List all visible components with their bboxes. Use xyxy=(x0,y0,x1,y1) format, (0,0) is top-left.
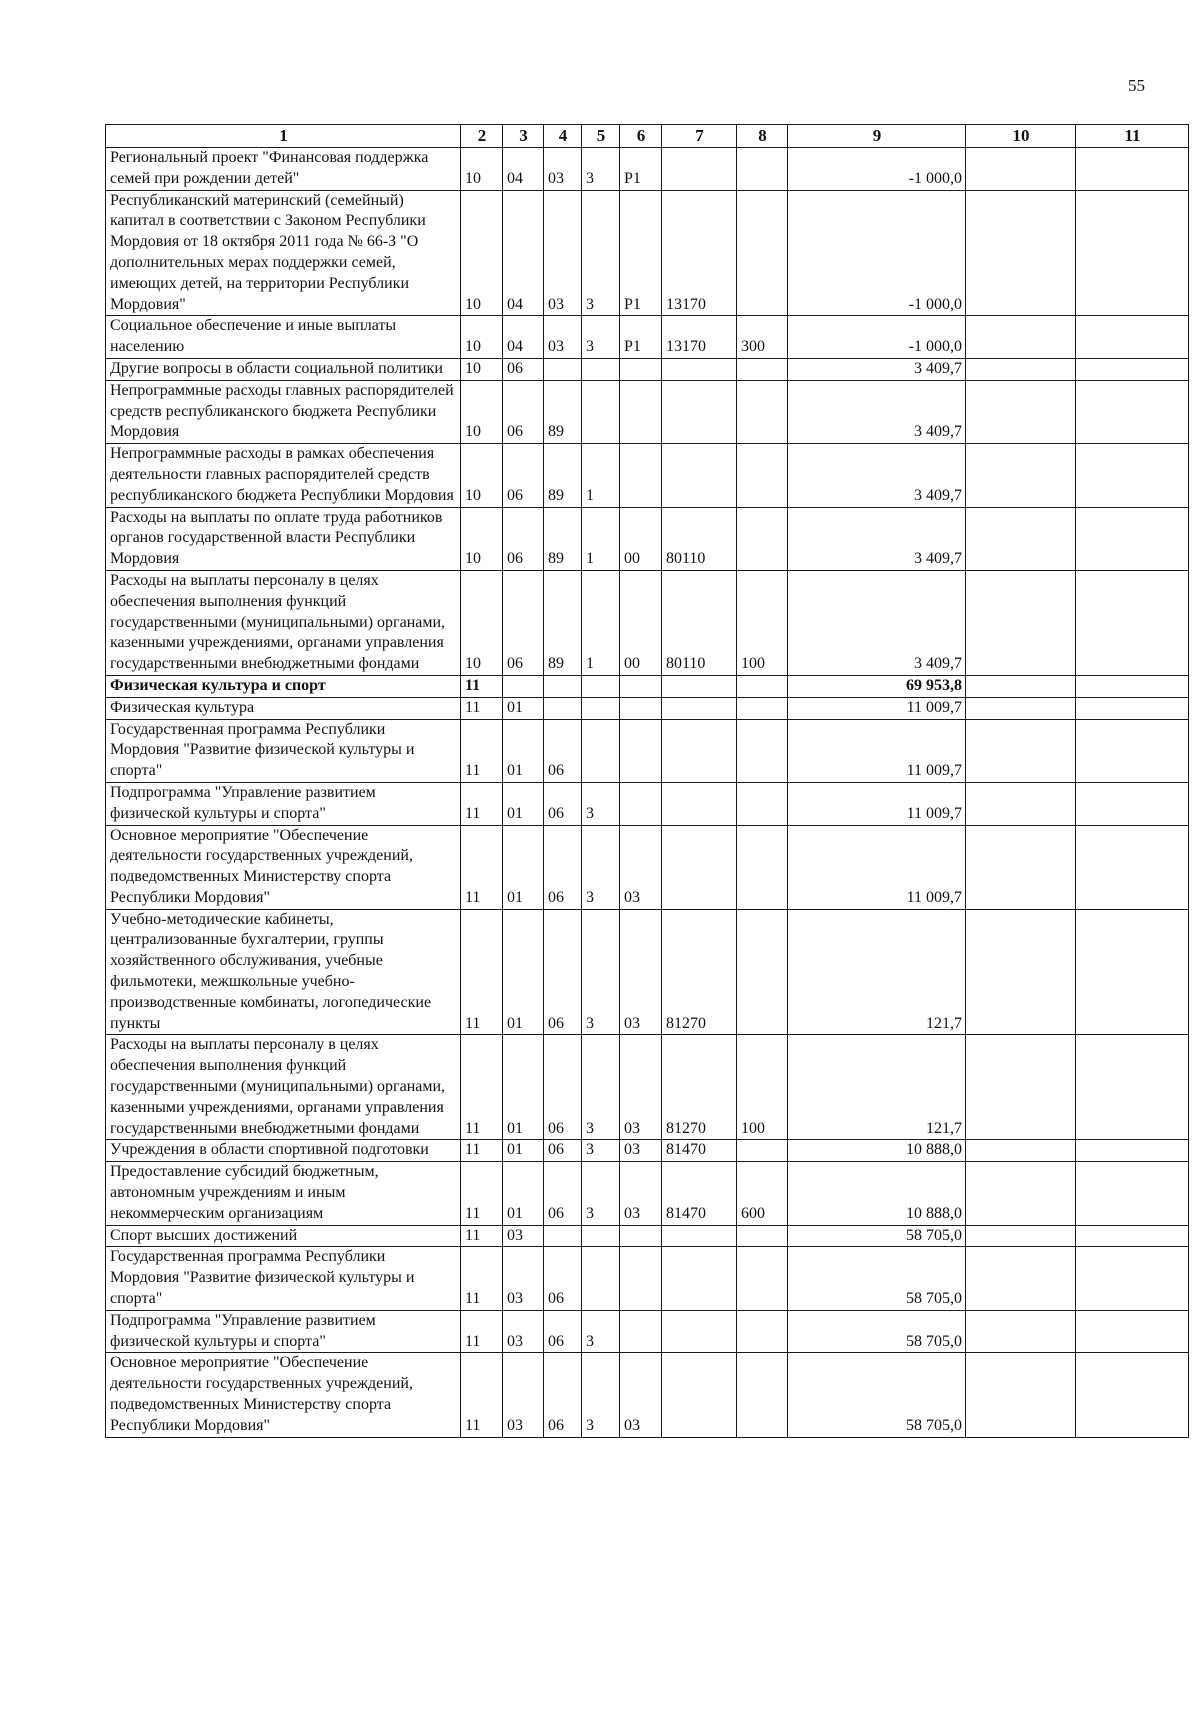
cell-event: 03 xyxy=(620,1140,662,1162)
cell-name: Государственная программа Республики Мордовия "Развитие физической культуры и спорта" xyxy=(106,719,461,782)
cell-event xyxy=(620,358,662,380)
column-header: 6 xyxy=(620,125,662,148)
cell-direction xyxy=(662,444,737,507)
cell-amount: 121,7 xyxy=(788,1035,966,1140)
cell-col10 xyxy=(966,507,1076,570)
cell-section: 10 xyxy=(461,148,503,191)
cell-program xyxy=(544,358,582,380)
cell-col10 xyxy=(966,444,1076,507)
cell-col10 xyxy=(966,1225,1076,1247)
cell-direction xyxy=(662,697,737,719)
cell-subsection: 06 xyxy=(503,570,544,675)
cell-col11 xyxy=(1076,380,1189,443)
cell-col11 xyxy=(1076,675,1189,697)
cell-col10 xyxy=(966,719,1076,782)
cell-subsection: 04 xyxy=(503,190,544,316)
cell-section: 10 xyxy=(461,570,503,675)
cell-event: P1 xyxy=(620,148,662,191)
cell-expense-type xyxy=(737,1353,788,1437)
cell-direction xyxy=(662,782,737,825)
cell-col10 xyxy=(966,316,1076,359)
cell-section: 11 xyxy=(461,719,503,782)
cell-col10 xyxy=(966,1140,1076,1162)
cell-subsection: 03 xyxy=(503,1247,544,1310)
cell-section: 11 xyxy=(461,697,503,719)
cell-expense-type xyxy=(737,358,788,380)
cell-subprogram: 3 xyxy=(582,1353,620,1437)
page-number: 55 xyxy=(1128,76,1145,95)
cell-subsection: 04 xyxy=(503,148,544,191)
cell-subprogram xyxy=(582,1247,620,1310)
cell-program: 89 xyxy=(544,507,582,570)
cell-name: Расходы на выплаты персоналу в целях обеспечения выполнения функций государственными (муниципальными) органами, казенными учреждениями, органами управления государственными внебюджетными фондами xyxy=(106,570,461,675)
cell-col11 xyxy=(1076,697,1189,719)
cell-event xyxy=(620,697,662,719)
cell-name: Подпрограмма "Управление развитием физической культуры и спорта" xyxy=(106,1310,461,1353)
cell-subsection: 06 xyxy=(503,358,544,380)
cell-col11 xyxy=(1076,1310,1189,1353)
cell-expense-type xyxy=(737,719,788,782)
cell-program: 06 xyxy=(544,825,582,909)
cell-direction: 81270 xyxy=(662,909,737,1035)
cell-direction: 81470 xyxy=(662,1140,737,1162)
table-row xyxy=(106,380,1189,443)
cell-subprogram xyxy=(582,380,620,443)
cell-name: Социальное обеспечение и иные выплаты населению xyxy=(106,316,461,359)
cell-subprogram: 3 xyxy=(582,1162,620,1225)
cell-direction: 80110 xyxy=(662,507,737,570)
cell-subprogram: 3 xyxy=(582,190,620,316)
cell-section: 11 xyxy=(461,782,503,825)
table-row xyxy=(106,507,1189,570)
cell-col10 xyxy=(966,1247,1076,1310)
cell-event: 00 xyxy=(620,507,662,570)
table-row xyxy=(106,316,1189,359)
cell-amount: 58 705,0 xyxy=(788,1247,966,1310)
cell-subsection: 01 xyxy=(503,825,544,909)
cell-expense-type xyxy=(737,380,788,443)
cell-subsection: 03 xyxy=(503,1225,544,1247)
cell-col10 xyxy=(966,697,1076,719)
cell-name: Спорт высших достижений xyxy=(106,1225,461,1247)
cell-amount: 58 705,0 xyxy=(788,1353,966,1437)
cell-subprogram: 1 xyxy=(582,444,620,507)
cell-col11 xyxy=(1076,148,1189,191)
cell-col11 xyxy=(1076,782,1189,825)
cell-expense-type xyxy=(737,148,788,191)
cell-col11 xyxy=(1076,909,1189,1035)
cell-section: 11 xyxy=(461,1310,503,1353)
cell-event xyxy=(620,444,662,507)
cell-section: 11 xyxy=(461,825,503,909)
cell-section: 10 xyxy=(461,316,503,359)
table-body xyxy=(106,148,1189,1438)
cell-col10 xyxy=(966,570,1076,675)
cell-event xyxy=(620,1310,662,1353)
cell-col10 xyxy=(966,358,1076,380)
cell-subsection: 01 xyxy=(503,909,544,1035)
table-row xyxy=(106,570,1189,675)
cell-direction xyxy=(662,1310,737,1353)
cell-col11 xyxy=(1076,507,1189,570)
cell-col11 xyxy=(1076,570,1189,675)
cell-direction: 81270 xyxy=(662,1035,737,1140)
column-header: 10 xyxy=(966,125,1076,148)
cell-event xyxy=(620,782,662,825)
cell-col10 xyxy=(966,909,1076,1035)
cell-event: P1 xyxy=(620,316,662,359)
cell-event xyxy=(620,1247,662,1310)
cell-expense-type: 100 xyxy=(737,570,788,675)
cell-col11 xyxy=(1076,1247,1189,1310)
table-row xyxy=(106,825,1189,909)
cell-section: 10 xyxy=(461,190,503,316)
cell-name: Физическая культура и спорт xyxy=(106,675,461,697)
table-row xyxy=(106,1225,1189,1247)
table-row xyxy=(106,675,1189,697)
cell-event: 03 xyxy=(620,825,662,909)
table-row xyxy=(106,719,1189,782)
cell-amount: 11 009,7 xyxy=(788,782,966,825)
cell-direction: 80110 xyxy=(662,570,737,675)
cell-subprogram: 3 xyxy=(582,1035,620,1140)
cell-subprogram: 1 xyxy=(582,507,620,570)
cell-name: Непрограммные расходы в рамках обеспечения деятельности главных распорядителей средств республиканского бюджета Республики Мордовия xyxy=(106,444,461,507)
cell-program: 06 xyxy=(544,1140,582,1162)
cell-direction xyxy=(662,1225,737,1247)
cell-event: 00 xyxy=(620,570,662,675)
cell-program: 89 xyxy=(544,380,582,443)
table-row xyxy=(106,1035,1189,1140)
cell-name: Основное мероприятие "Обеспечение деятельности государственных учреждений, подведомственных Министерству спорта Республики Мордовия" xyxy=(106,825,461,909)
column-header: 8 xyxy=(737,125,788,148)
cell-name: Непрограммные расходы главных распорядителей средств республиканского бюджета Республики Мордовия xyxy=(106,380,461,443)
budget-table xyxy=(105,124,1189,1438)
column-header: 7 xyxy=(662,125,737,148)
cell-subprogram: 3 xyxy=(582,148,620,191)
cell-subprogram: 3 xyxy=(582,316,620,359)
cell-col11 xyxy=(1076,719,1189,782)
cell-program: 89 xyxy=(544,444,582,507)
cell-amount: 3 409,7 xyxy=(788,507,966,570)
cell-direction xyxy=(662,719,737,782)
cell-col11 xyxy=(1076,1162,1189,1225)
cell-event: 03 xyxy=(620,1353,662,1437)
column-header: 9 xyxy=(788,125,966,148)
cell-expense-type xyxy=(737,190,788,316)
column-header: 2 xyxy=(461,125,503,148)
cell-event: 03 xyxy=(620,1162,662,1225)
table-row xyxy=(106,697,1189,719)
cell-subsection: 06 xyxy=(503,507,544,570)
cell-amount: 3 409,7 xyxy=(788,358,966,380)
cell-col10 xyxy=(966,825,1076,909)
cell-amount: 11 009,7 xyxy=(788,825,966,909)
cell-expense-type xyxy=(737,697,788,719)
column-header: 11 xyxy=(1076,125,1189,148)
cell-section: 11 xyxy=(461,1162,503,1225)
cell-subsection: 01 xyxy=(503,1162,544,1225)
cell-subsection: 03 xyxy=(503,1353,544,1437)
cell-name: Подпрограмма "Управление развитием физической культуры и спорта" xyxy=(106,782,461,825)
cell-program: 06 xyxy=(544,782,582,825)
cell-event xyxy=(620,380,662,443)
cell-event: P1 xyxy=(620,190,662,316)
cell-subprogram xyxy=(582,358,620,380)
cell-amount: 3 409,7 xyxy=(788,444,966,507)
cell-col10 xyxy=(966,1162,1076,1225)
cell-subsection xyxy=(503,675,544,697)
cell-expense-type xyxy=(737,507,788,570)
cell-subsection: 06 xyxy=(503,380,544,443)
cell-name: Учреждения в области спортивной подготовки xyxy=(106,1140,461,1162)
cell-program: 06 xyxy=(544,1310,582,1353)
cell-amount: 3 409,7 xyxy=(788,570,966,675)
cell-subsection: 04 xyxy=(503,316,544,359)
cell-direction xyxy=(662,1353,737,1437)
cell-expense-type xyxy=(737,782,788,825)
cell-program: 06 xyxy=(544,1035,582,1140)
cell-amount: -1 000,0 xyxy=(788,190,966,316)
cell-program: 89 xyxy=(544,570,582,675)
cell-event: 03 xyxy=(620,909,662,1035)
cell-program: 06 xyxy=(544,909,582,1035)
cell-section: 11 xyxy=(461,1140,503,1162)
cell-section: 10 xyxy=(461,380,503,443)
cell-col10 xyxy=(966,1310,1076,1353)
cell-col11 xyxy=(1076,825,1189,909)
cell-amount: 3 409,7 xyxy=(788,380,966,443)
cell-amount: 11 009,7 xyxy=(788,697,966,719)
column-header: 5 xyxy=(582,125,620,148)
cell-expense-type xyxy=(737,675,788,697)
cell-direction: 13170 xyxy=(662,190,737,316)
cell-direction xyxy=(662,825,737,909)
cell-direction xyxy=(662,380,737,443)
cell-subprogram: 3 xyxy=(582,825,620,909)
cell-section: 11 xyxy=(461,1225,503,1247)
cell-section: 10 xyxy=(461,444,503,507)
cell-program xyxy=(544,1225,582,1247)
cell-col11 xyxy=(1076,1225,1189,1247)
cell-subprogram xyxy=(582,697,620,719)
column-header: 3 xyxy=(503,125,544,148)
cell-col11 xyxy=(1076,1035,1189,1140)
cell-subprogram xyxy=(582,719,620,782)
cell-expense-type xyxy=(737,909,788,1035)
cell-col11 xyxy=(1076,190,1189,316)
cell-expense-type xyxy=(737,444,788,507)
cell-subsection: 06 xyxy=(503,444,544,507)
cell-subsection: 03 xyxy=(503,1310,544,1353)
cell-subprogram: 3 xyxy=(582,1310,620,1353)
cell-name: Физическая культура xyxy=(106,697,461,719)
cell-name: Расходы на выплаты персоналу в целях обеспечения выполнения функций государственными (муниципальными) органами, казенными учреждениями, органами управления государственными внебюджетными фондами xyxy=(106,1035,461,1140)
cell-event: 03 xyxy=(620,1035,662,1140)
column-header: 1 xyxy=(106,125,461,148)
cell-col11 xyxy=(1076,316,1189,359)
cell-direction xyxy=(662,675,737,697)
cell-amount: 58 705,0 xyxy=(788,1225,966,1247)
cell-col11 xyxy=(1076,358,1189,380)
cell-subprogram xyxy=(582,675,620,697)
table-row xyxy=(106,1310,1189,1353)
cell-direction xyxy=(662,148,737,191)
cell-amount: 58 705,0 xyxy=(788,1310,966,1353)
cell-col10 xyxy=(966,380,1076,443)
cell-subprogram xyxy=(582,1225,620,1247)
cell-direction: 13170 xyxy=(662,316,737,359)
cell-event xyxy=(620,675,662,697)
cell-section: 10 xyxy=(461,507,503,570)
cell-subsection: 01 xyxy=(503,1140,544,1162)
cell-name: Расходы на выплаты по оплате труда работников органов государственной власти Республики Мордовия xyxy=(106,507,461,570)
cell-col11 xyxy=(1076,1140,1189,1162)
cell-section: 11 xyxy=(461,675,503,697)
cell-col10 xyxy=(966,148,1076,191)
cell-subprogram: 3 xyxy=(582,909,620,1035)
cell-subsection: 01 xyxy=(503,719,544,782)
header-row xyxy=(106,125,1189,148)
cell-col10 xyxy=(966,782,1076,825)
cell-name: Региональный проект "Финансовая поддержка семей при рождении детей" xyxy=(106,148,461,191)
table-row xyxy=(106,1353,1189,1437)
cell-col11 xyxy=(1076,1353,1189,1437)
cell-subsection: 01 xyxy=(503,1035,544,1140)
cell-expense-type: 300 xyxy=(737,316,788,359)
cell-expense-type xyxy=(737,1225,788,1247)
cell-program: 06 xyxy=(544,1162,582,1225)
cell-amount: -1 000,0 xyxy=(788,316,966,359)
cell-program: 06 xyxy=(544,1247,582,1310)
table-row xyxy=(106,1162,1189,1225)
cell-amount: 11 009,7 xyxy=(788,719,966,782)
cell-name: Учебно-методические кабинеты, централизованные бухгалтерии, группы хозяйственного обслуживания, учебные фильмотеки, межшкольные учебно-производственные комбинаты, логопедические пункты xyxy=(106,909,461,1035)
cell-col11 xyxy=(1076,444,1189,507)
cell-subsection: 01 xyxy=(503,697,544,719)
cell-expense-type xyxy=(737,825,788,909)
table-row xyxy=(106,148,1189,191)
cell-direction: 81470 xyxy=(662,1162,737,1225)
cell-name: Республиканский материнский (семейный) капитал в соответствии с Законом Республики Мордовия от 18 октября 2011 года № 66-З "О дополнительных мерах поддержки семей, имеющих детей, на территории Республики Мордовия" xyxy=(106,190,461,316)
cell-program: 06 xyxy=(544,1353,582,1437)
cell-name: Предоставление субсидий бюджетным, автономным учреждениям и иным некоммерческим организациям xyxy=(106,1162,461,1225)
cell-amount: -1 000,0 xyxy=(788,148,966,191)
cell-expense-type: 600 xyxy=(737,1162,788,1225)
cell-program: 03 xyxy=(544,148,582,191)
cell-program: 03 xyxy=(544,190,582,316)
cell-subprogram: 3 xyxy=(582,1140,620,1162)
cell-subsection: 01 xyxy=(503,782,544,825)
cell-name: Основное мероприятие "Обеспечение деятельности государственных учреждений, подведомственных Министерству спорта Республики Мордовия" xyxy=(106,1353,461,1437)
cell-name: Другие вопросы в области социальной политики xyxy=(106,358,461,380)
cell-expense-type xyxy=(737,1310,788,1353)
cell-amount: 10 888,0 xyxy=(788,1162,966,1225)
table-row xyxy=(106,782,1189,825)
cell-col10 xyxy=(966,1035,1076,1140)
cell-expense-type xyxy=(737,1247,788,1310)
cell-program: 03 xyxy=(544,316,582,359)
column-header: 4 xyxy=(544,125,582,148)
cell-section: 11 xyxy=(461,909,503,1035)
cell-name: Государственная программа Республики Мордовия "Развитие физической культуры и спорта" xyxy=(106,1247,461,1310)
cell-event xyxy=(620,1225,662,1247)
cell-expense-type: 100 xyxy=(737,1035,788,1140)
cell-amount: 10 888,0 xyxy=(788,1140,966,1162)
cell-program: 06 xyxy=(544,719,582,782)
table-row xyxy=(106,190,1189,316)
table-row xyxy=(106,444,1189,507)
cell-direction xyxy=(662,358,737,380)
cell-col10 xyxy=(966,190,1076,316)
cell-col10 xyxy=(966,1353,1076,1437)
cell-amount: 121,7 xyxy=(788,909,966,1035)
cell-program xyxy=(544,675,582,697)
cell-subprogram: 3 xyxy=(582,782,620,825)
table-row xyxy=(106,358,1189,380)
cell-section: 10 xyxy=(461,358,503,380)
cell-section: 11 xyxy=(461,1247,503,1310)
cell-amount: 69 953,8 xyxy=(788,675,966,697)
cell-col10 xyxy=(966,675,1076,697)
table-row xyxy=(106,909,1189,1035)
table-row xyxy=(106,1247,1189,1310)
table-row xyxy=(106,1140,1189,1162)
cell-expense-type xyxy=(737,1140,788,1162)
cell-event xyxy=(620,719,662,782)
cell-section: 11 xyxy=(461,1353,503,1437)
cell-subprogram: 1 xyxy=(582,570,620,675)
cell-program xyxy=(544,697,582,719)
cell-section: 11 xyxy=(461,1035,503,1140)
cell-direction xyxy=(662,1247,737,1310)
